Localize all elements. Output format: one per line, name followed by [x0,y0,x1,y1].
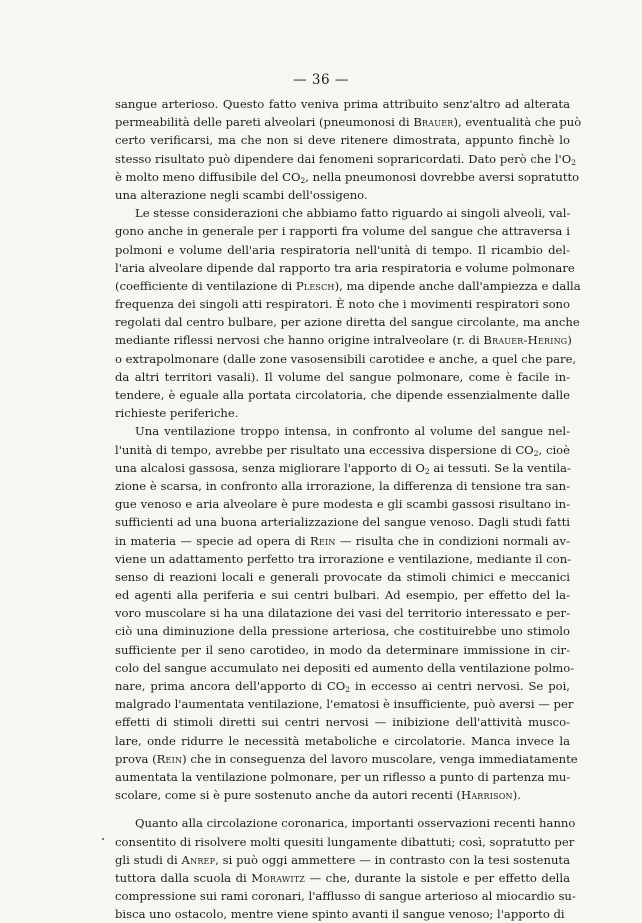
text-line: prova (Rein) che in conseguenza del lavoro muscolare, venga immediatamente [115,751,578,766]
text-line: ciò una diminuzione della pressione arteriosa, che costituirebbe uno stimolo [115,624,570,639]
page-number: — 36 — [293,72,349,88]
text-line: Le stesse considerazioni che abbiamo fatto riguardo ai singoli alveoli, val- [135,206,571,221]
paragraph [115,204,581,422]
text-line: senso di reazioni locali e generali provocate da stimoli chimici e meccanici [115,569,570,584]
paragraph [115,422,578,804]
text-line: Quanto alla circolazione coronarica, importanti osservazioni recenti hanno [135,816,576,831]
text-line: lare, onde ridurre le necessità metaboliche e circolatorie. Manca invece la [115,733,570,748]
text-line: una alterazione negli scambi dell'ossigeno. [115,187,368,202]
text-line: frequenza dei singoli atti respiratori. È noto che i movimenti respiratori sono [115,297,570,312]
text-line: l'aria alveolare dipende dal rapporto tra aria respiratoria e volume polmonare [115,260,575,275]
text-line: da altri territori vasali). Il volume del sangue polmonare, come è facile in- [115,369,570,384]
text-line: (coefficiente di ventilazione di Plesch), ma dipende anche dall'ampiezza e dalla [115,278,581,293]
text-line: malgrado l'aumentata ventilazione, l'ematosi è insufficiente, può aversi — per [115,697,574,712]
paragraph [115,95,582,204]
text-line: nare, prima ancora dell'apporto di $CO_2$ in eccesso ai centri nervosi. Se poi, [115,679,570,694]
text-line: colo del sangue accumulato nei depositi ed aumento della ventilazione polmo- [115,660,575,675]
text-line: mediante riflessi nervosi che hanno origine intralveolare (r. di Brauer-Hering) [115,333,572,348]
text-line: sufficiente per il seno carotideo, in modo da determinare immissione in cir- [115,642,570,657]
text-line: gli studi di Anrep, si può oggi ammettere — in contrasto con la tesi sostenuta [115,852,570,867]
text-line: Una ventilazione troppo intensa, in confronto al volume del sangue nel- [135,424,570,439]
scan-speck [102,838,104,840]
paragraph-gap [115,804,570,814]
text-line: l'unità di tempo, avrebbe per risultato una eccessiva dispersione di $CO_2$, cioè [115,442,570,458]
text-line: tendere, è eguale alla portata circolatoria, che dipende essenzialmente dalle [115,388,570,402]
text-line: ed agenti alla periferia e sui centri bulbari. Ad esempio, per effetto del la- [115,588,570,603]
text-line: aumentata la ventilazione polmonare, per un riflesso a punto di partenza mu- [115,769,571,784]
text-line: bisca uno ostacolo, mentre viene spinto avanti il sangue venoso; l'apporto di [115,907,565,922]
paragraph [115,814,576,923]
text-line: o extrapolmonare (dalle zone vasosensibili carotidee e anche, a quel che pare, [115,351,577,366]
text-line: tuttora dalla scuola di Morawitz — che, durante la sistole e per effetto della [115,870,571,885]
text-line: in materia — specie ad opera di Rein — risulta che in condizioni normali av- [115,533,570,548]
text-line: gue venoso e aria alveolare è pure modesta e gli scambi gassosi risultano in- [115,497,570,512]
text-line: voro muscolare si ha una dilatazione dei vasi del territorio interessato e per- [115,606,570,621]
text-line: consentito di risolvere molti quesiti lungamente dibattuti; così, sopratutto per [115,834,575,849]
page-body [115,95,582,923]
text-line: regolati dal centro bulbare, per azione diretta del sangue circolante, ma anche [115,315,580,330]
text-line: stesso risultato può dipendere dai fenomeni sopraricordati. Dato però che $l'O_2$ [115,151,577,167]
text-line: compressione sui rami coronari, l'afflusso di sangue arterioso al miocardio su- [115,889,576,904]
text-line: gono anche in generale per i rapporti fra volume del sangue che attraversa i [115,224,570,239]
text-line: è molto meno diffusibile del $CO_2$, nella pneumonosi dovrebbe aversi sopratutto [115,169,580,185]
text-line: certo verificarsi, ma che non si deve ritenere dimostrata, appunto finchè lo [115,133,570,148]
text-line: sufficienti ad una buona arterializzazione del sangue venoso. Dagli studi fatti [115,515,570,530]
text-line: sangue arterioso. Questo fatto veniva prima attribuito senz'altro ad alterata [115,97,570,111]
text-line: richieste periferiche. [115,406,239,421]
text-line: zione è scarsa, in confronto alla irrorazione, la differenza di tensione tra san- [115,478,570,493]
text-line: viene un adattamento perfetto tra irrorazione e ventilazione, mediante il con- [115,551,572,566]
text-line: scolare, come si è pure sostenuto anche da autori recenti (Harrison). [115,788,521,803]
text-line: effetti di stimoli diretti sui centri nervosi — inibizione dell'attività musco- [115,715,570,730]
text-line: polmoni e volume dell'aria respiratoria nell'unità di tempo. Il ricambio del- [115,242,570,257]
text-line: permeabilità delle pareti alveolari (pneumonosi di Brauer), eventualità che può [115,115,582,130]
text-line: una alcalosi gassosa, senza migliorare l'apporto di $O_2$ ai tessuti. Se la ventila- [115,460,571,476]
